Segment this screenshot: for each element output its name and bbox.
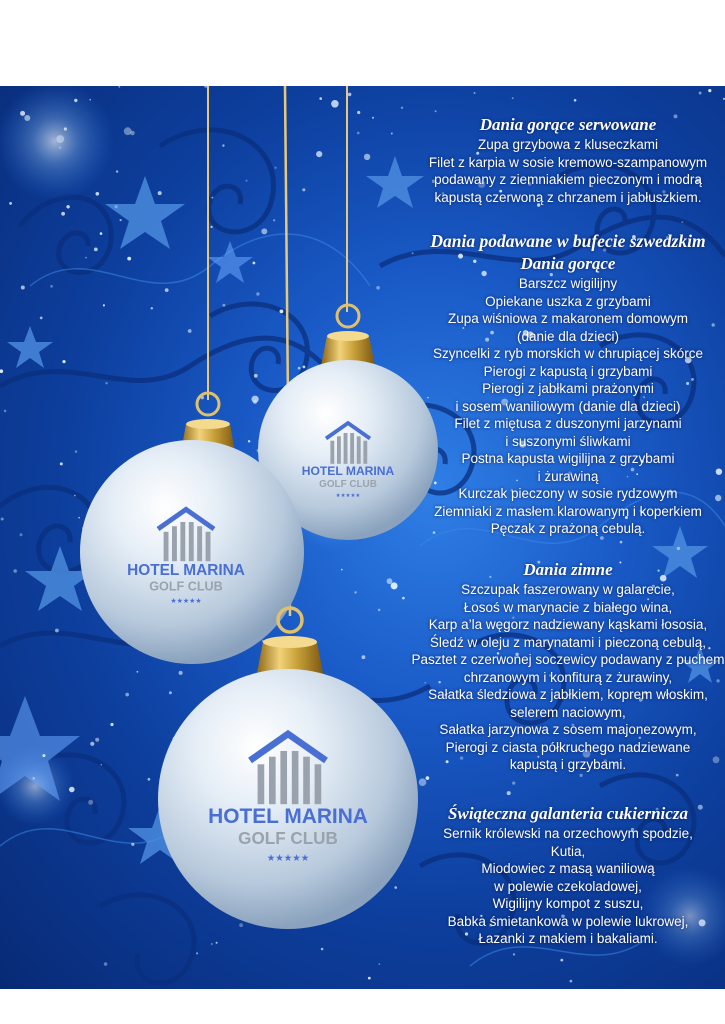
menu-item: Filet z karpia w sosie kremowo-szampanowym: [428, 154, 708, 170]
menu-item: Sałatka śledziowa z jabłkiem, koprem włoskim,: [428, 687, 708, 702]
menu-item: Szczupak faszerowany w galarecie,: [461, 582, 675, 597]
menu-item: chrzanowym i konfiturą z żurawiny,: [463, 669, 673, 685]
logo-stars: ★★★★★: [170, 597, 202, 606]
menu-item: i sosem waniliowym (danie dla dzieci): [455, 398, 681, 414]
logo-subtext: GOLF CLUB: [238, 829, 338, 849]
menu-item: Kutia,: [550, 843, 586, 859]
menu-item: Filet z miętusa z duszonymi jarzynami: [454, 416, 682, 431]
section-title: Dania gorące serwowane: [479, 115, 657, 134]
menu-item: i suszonymi śliwkami: [505, 433, 631, 449]
logo-subtext: GOLF CLUB: [319, 478, 377, 490]
menu-item: Miodowiec z masą waniliową: [481, 861, 655, 876]
item-list: [398, 581, 725, 774]
item-list: [398, 275, 725, 538]
menu-item: Kurczak pieczony w sosie rydzowym: [458, 486, 678, 501]
logo-stars: ★★★★★: [335, 492, 361, 499]
menu-item: Łosoś w marynacie z białego wina,: [463, 599, 673, 615]
menu-item: Barszcz wigilijny: [518, 276, 618, 291]
logo-text: HOTEL MARINA: [127, 562, 245, 580]
section-title: Świąteczna galanteria cukiernicza: [448, 804, 688, 823]
menu-item: Postna kapusta wigilijna z grzybami: [461, 451, 675, 466]
menu-item: kapustą czerwoną z chrzanem i jabłuszkiem.: [434, 189, 702, 205]
menu-item: Opiekane uszka z grzybami: [485, 293, 651, 309]
section-cold: [398, 559, 725, 774]
item-list: [398, 136, 725, 206]
menu-item: Sernik królewski na orzechowym spodzie,: [443, 826, 693, 841]
section-dessert: [398, 803, 725, 948]
menu-item: (danie dla dzieci): [516, 328, 620, 344]
menu-item: i żurawiną: [537, 468, 599, 484]
logo-stars: ★★★★★: [266, 853, 310, 865]
section-title: Dania gorące: [520, 254, 616, 273]
christmas-menu-poster: [0, 86, 725, 989]
menu-item: Babka śmietankowa w polewie lukrowej,: [447, 913, 689, 929]
section-buffet: [398, 230, 725, 252]
menu-item: kapustą i grzybami.: [509, 757, 627, 772]
menu-item: Łazanki z makiem i bakaliami.: [478, 931, 658, 946]
item-list: [398, 825, 725, 948]
menu-item: podawany z ziemniakiem pieczonym i modrą: [434, 172, 702, 187]
menu-item: Pierogi z kapustą i grzybami: [483, 363, 653, 379]
logo-text: HOTEL MARINA: [301, 463, 395, 478]
menu-item: w polewie czekoladowej,: [494, 878, 642, 894]
menu-item: Zupa grzybowa z kluseczkami: [477, 137, 659, 152]
menu-item: Karp a’la węgorz nadziewany kąskami łososia,: [428, 617, 708, 632]
menu-item: Pierogi z ciasta półkruchego nadziewane: [445, 739, 691, 755]
menu-item: Zupa wiśniowa z makaronem domowym: [447, 311, 689, 326]
section-buffet-hot: [398, 253, 725, 538]
menu-item: selerem naciowym,: [510, 704, 626, 720]
section-title: Dania podawane w bufecie szwedzkim: [430, 231, 706, 251]
menu-item: Pęczak z prażoną cebulą.: [490, 521, 646, 536]
menu-item: Ziemniaki z masłem klarowanym i koperkiem: [434, 503, 702, 519]
menu-item: Pasztet z czerwonej soczewicy podawany z puchem: [411, 652, 725, 667]
logo-text: HOTEL MARINA: [208, 805, 368, 829]
menu-item: Sałatka jarzynowa z sosem majonezowym,: [439, 722, 697, 737]
section-hot-served: [398, 114, 725, 206]
menu-item: Wigilijny kompot z suszu,: [492, 896, 644, 911]
logo-subtext: GOLF CLUB: [149, 579, 223, 594]
menu-item: Śledź w oleju z marynatami i pieczoną cebulą,: [429, 634, 707, 650]
menu-item: Szyncelki z ryb morskich w chrupiącej skórce: [432, 346, 704, 361]
section-title: Dania zimne: [523, 560, 613, 579]
menu-item: Pierogi z jabłkami prażonymi: [482, 381, 654, 396]
